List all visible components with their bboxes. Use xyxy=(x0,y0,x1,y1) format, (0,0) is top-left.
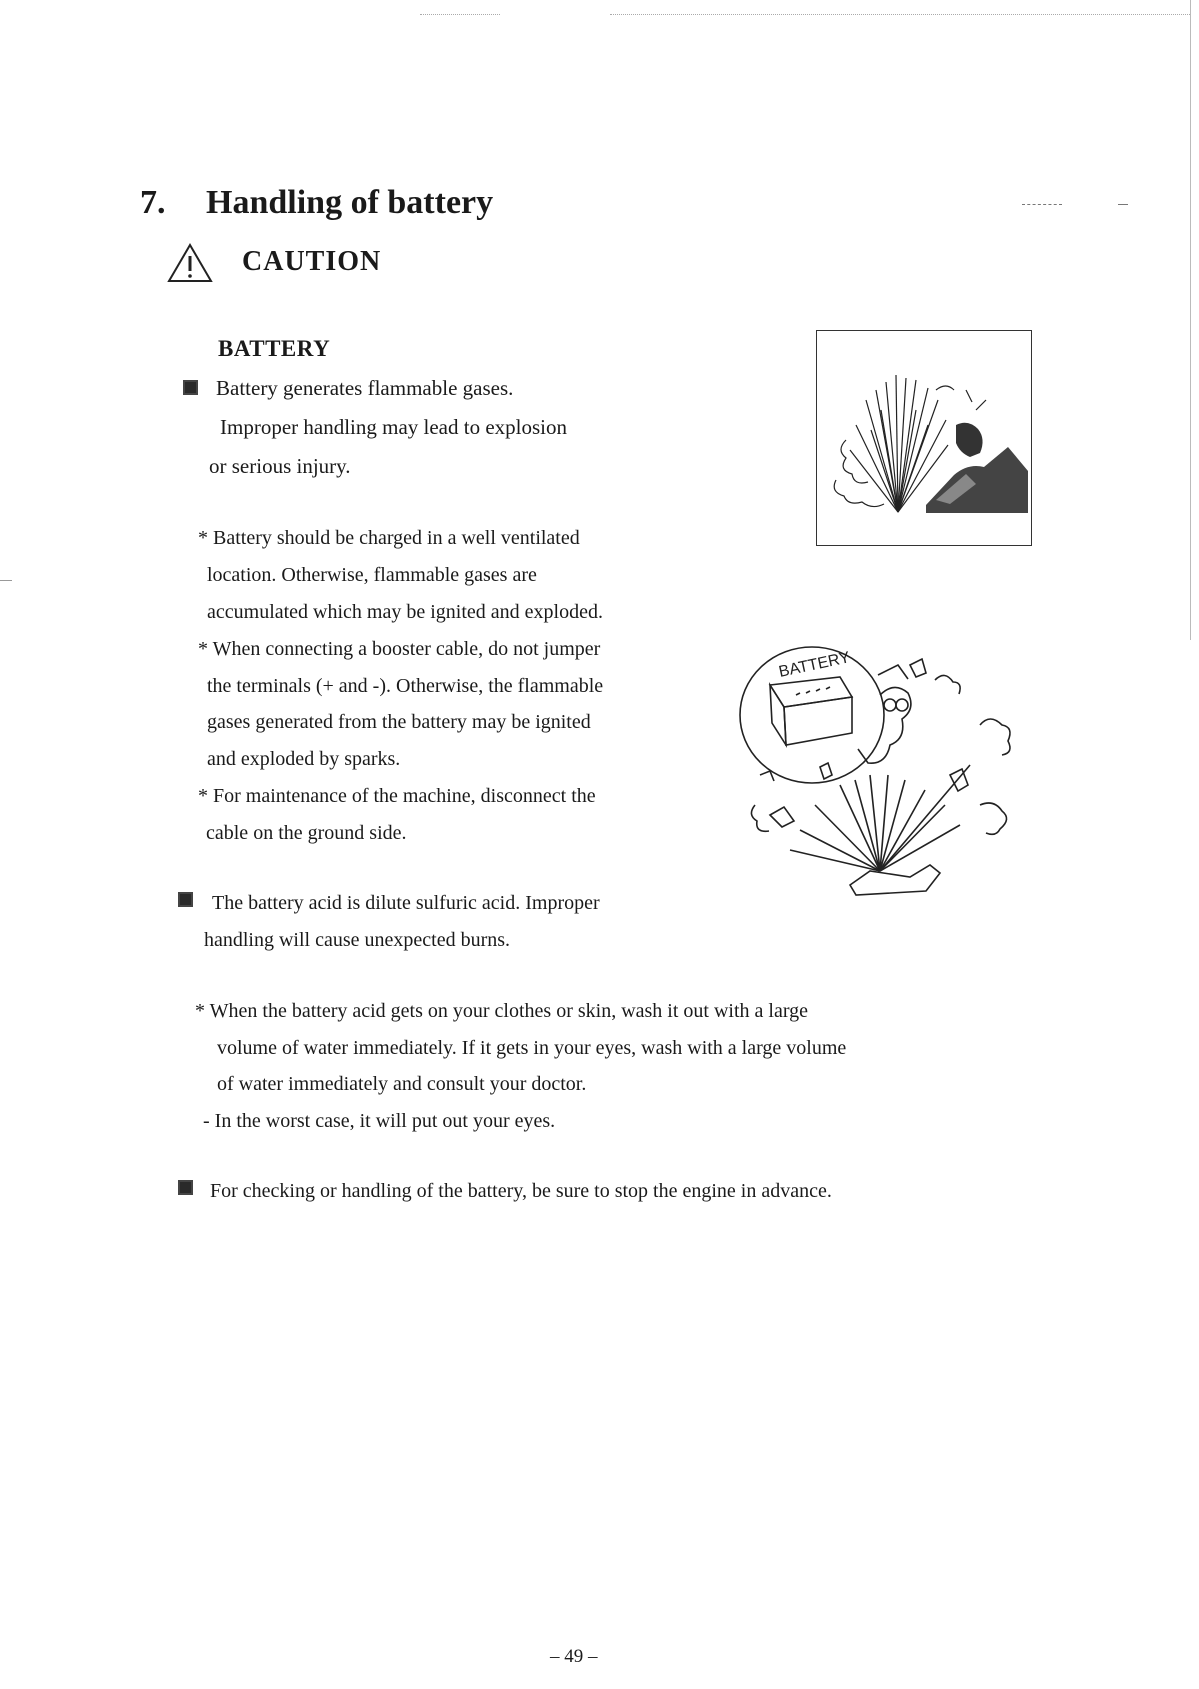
block2-note: of water immediately and consult your doctor. xyxy=(217,1073,587,1095)
square-bullet-icon xyxy=(183,380,198,395)
warning-triangle-icon xyxy=(166,242,214,284)
block1-note: and exploded by sparks. xyxy=(207,748,401,770)
block1-line: or serious injury. xyxy=(209,454,351,478)
block1-line: Improper handling may lead to explosion xyxy=(220,415,568,439)
scan-artifact-top-left xyxy=(420,14,500,15)
block2-line: handling will cause unexpected burns. xyxy=(204,929,511,951)
section-title: Handling of battery xyxy=(206,184,494,221)
block2-line: The battery acid is dilute sulfuric acid. Improper xyxy=(212,892,600,914)
scan-artifact-dash xyxy=(1118,204,1128,205)
block1-note: * For maintenance of the machine, disconnect the xyxy=(198,785,596,807)
block1-line: Battery generates flammable gases. xyxy=(216,376,514,400)
battery-label: BATTERY xyxy=(777,649,852,681)
scan-artifact-top xyxy=(610,14,1190,15)
scan-artifact-edge xyxy=(1190,0,1191,640)
subheading-battery: BATTERY xyxy=(218,336,331,361)
block2-note: volume of water immediately. If it gets in your eyes, wash with a large volume xyxy=(217,1037,847,1059)
block1-note: location. Otherwise, flammable gases are xyxy=(207,564,537,586)
block1-note: gases generated from the battery may be ignited xyxy=(207,711,591,733)
page-number: – 49 – xyxy=(550,1646,598,1667)
block1-note: the terminals (+ and -). Otherwise, the flammable xyxy=(207,675,604,697)
scan-artifact-dash xyxy=(0,580,12,581)
square-bullet-icon xyxy=(178,892,193,907)
scan-artifact-dash xyxy=(1022,204,1062,205)
battery-explosion-illustration xyxy=(730,635,1030,905)
block2-note: - In the worst case, it will put out your eyes. xyxy=(203,1110,556,1132)
section-number: 7. xyxy=(140,184,166,221)
block1-note: * When connecting a booster cable, do not jumper xyxy=(198,638,601,660)
block3-line: For checking or handling of the battery, be sure to stop the engine in advance. xyxy=(210,1180,832,1202)
block1-note: accumulated which may be ignited and exploded. xyxy=(207,601,603,623)
block1-note: * Battery should be charged in a well ventilated xyxy=(198,527,580,549)
block1-note: cable on the ground side. xyxy=(206,822,407,844)
caution-label: CAUTION xyxy=(242,246,382,277)
square-bullet-icon xyxy=(178,1180,193,1195)
explosion-illustration xyxy=(816,330,1032,546)
block2-note: * When the battery acid gets on your clothes or skin, wash it out with a large xyxy=(195,1000,809,1022)
